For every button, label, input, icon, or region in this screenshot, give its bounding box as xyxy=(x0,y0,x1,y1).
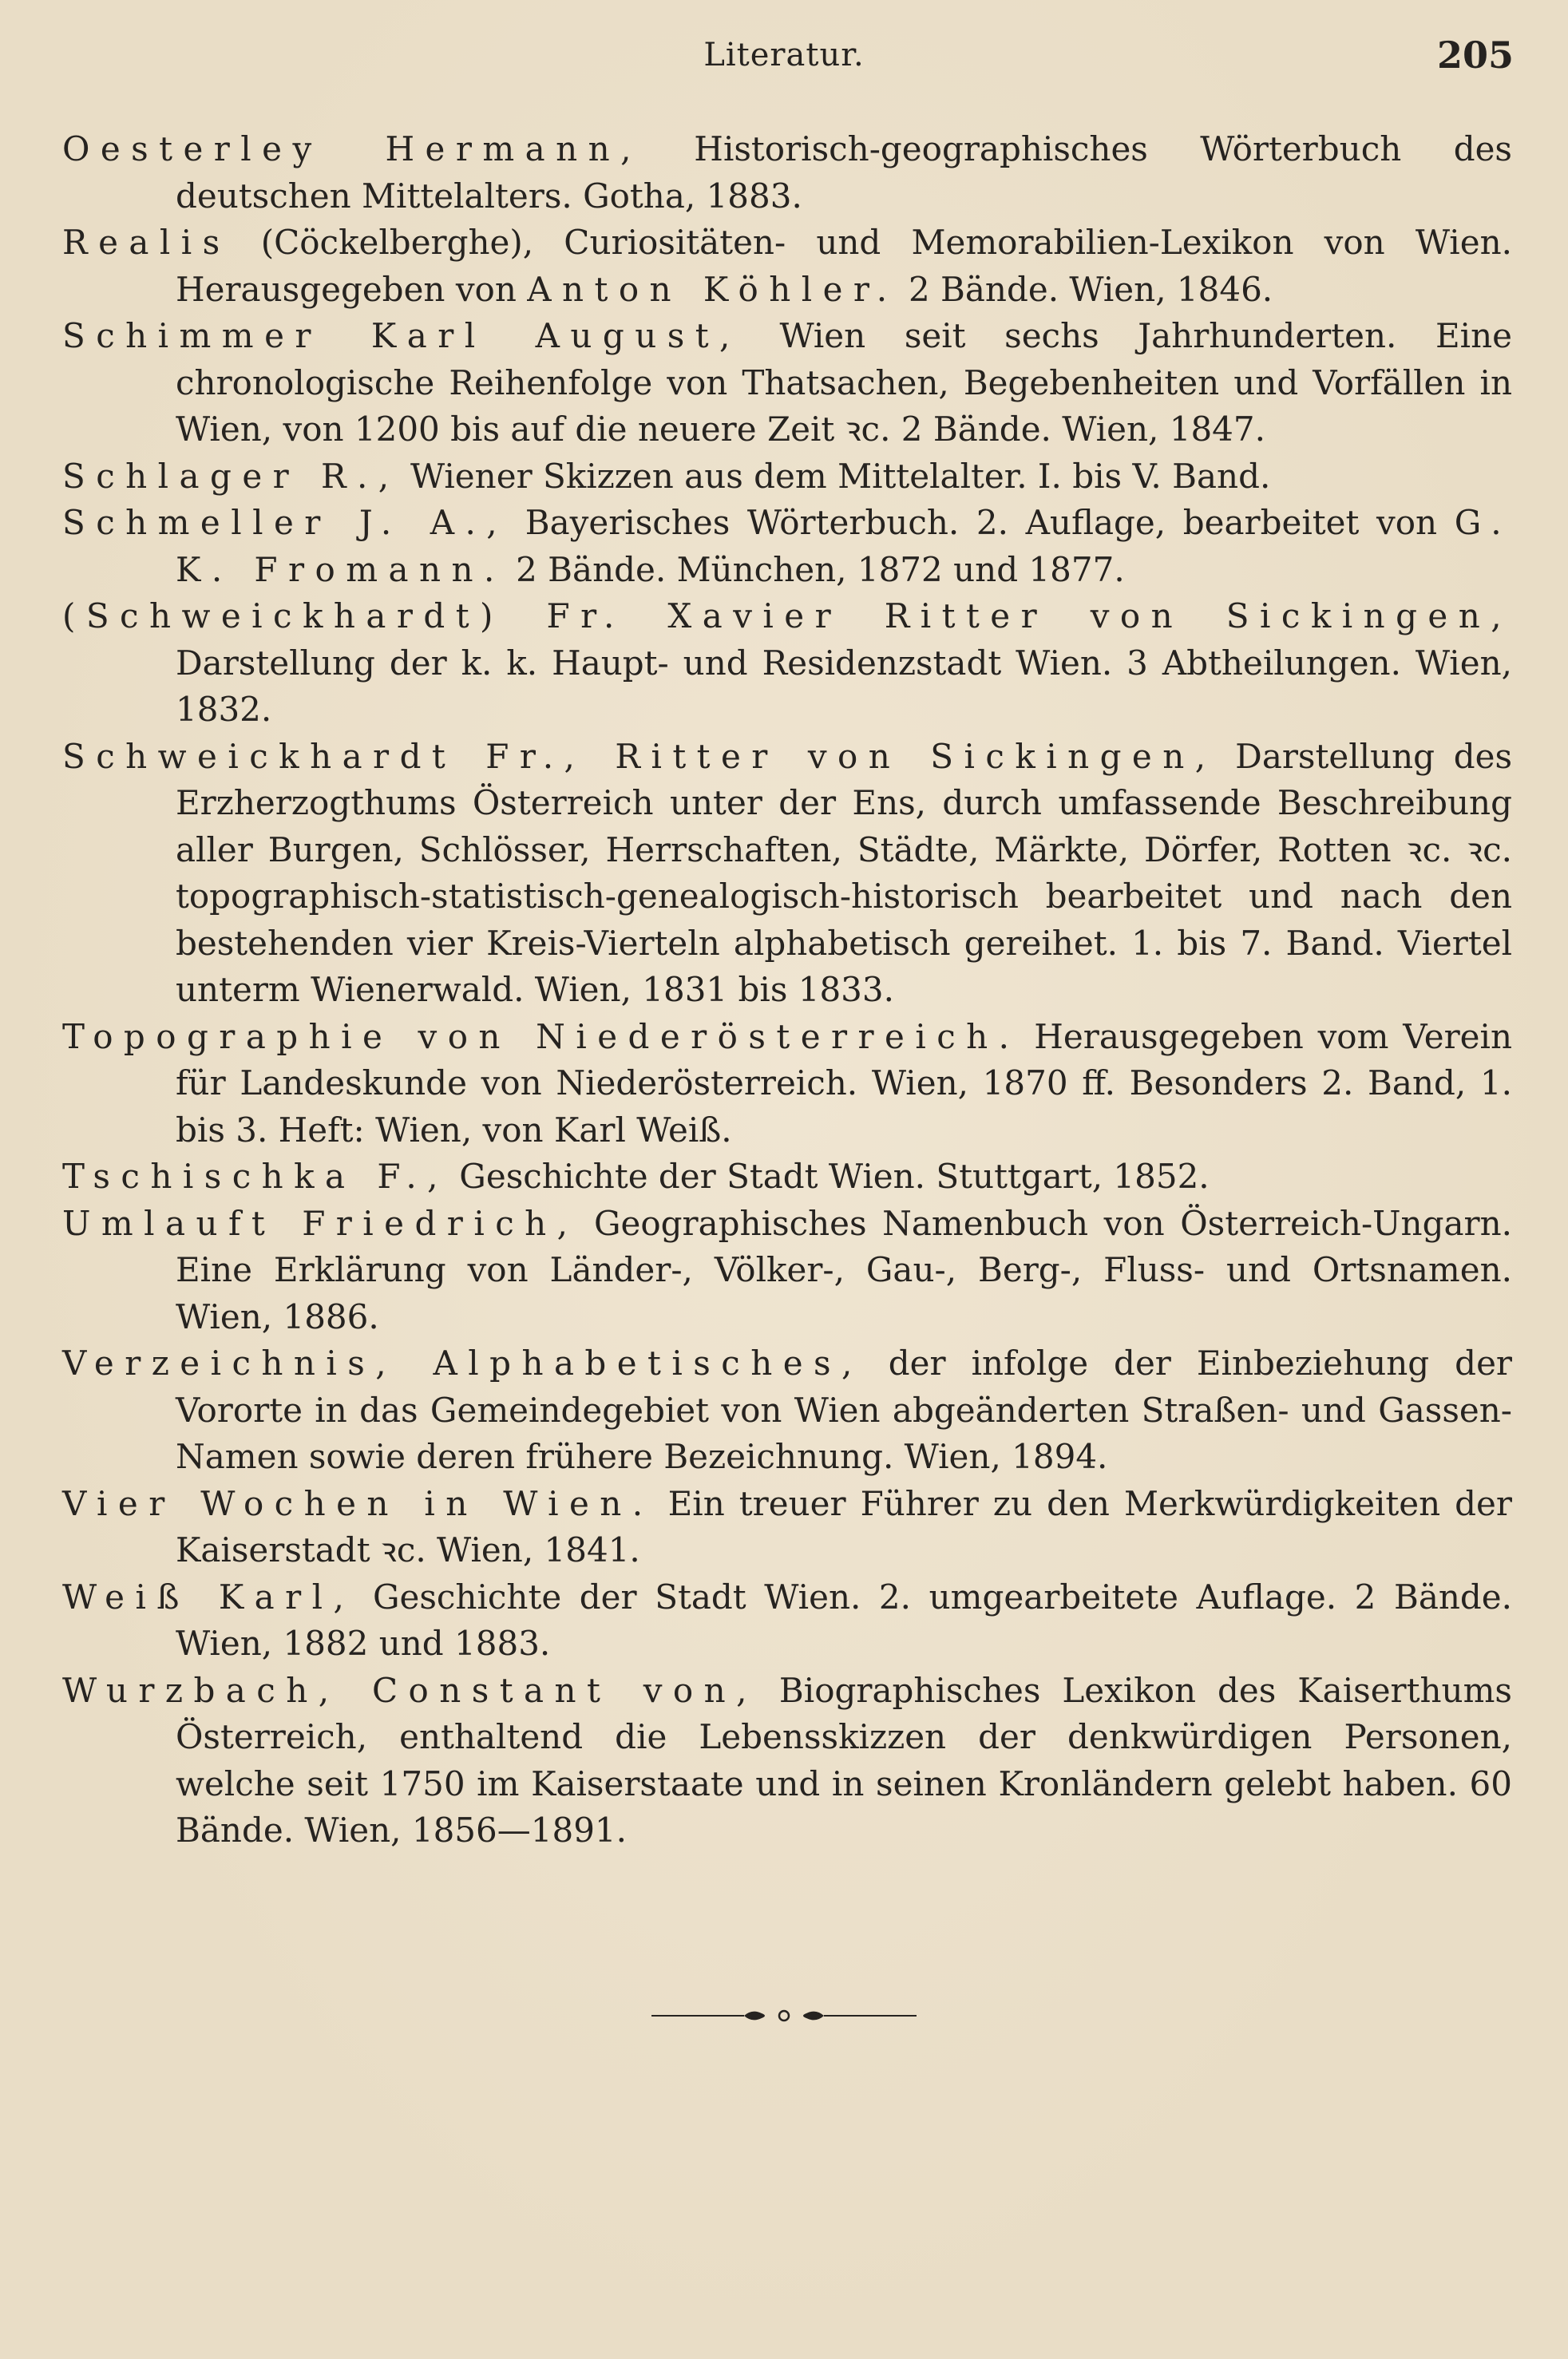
entry-author: Tschischka F., xyxy=(62,1157,449,1196)
entry-text-continued: 2 Bände. Wien, 1846. xyxy=(897,269,1273,309)
entry-author: Topographie von Niederösterreich. xyxy=(62,1016,1020,1056)
entry-text: Geographisches Namenbuch von Österreich-Ungarn. Eine Erklärung von Länder-, Völker-, Gau-, Berg-, Fluss- und Ortsnamen. Wien, 1886. xyxy=(176,1203,1512,1336)
entry-author: Realis xyxy=(62,223,231,262)
entry-text: Herausgegeben vom Verein für Landeskunde von Niederösterreich. Wien, 1870 ff. Besonders 2. Band, 1. bis 3. Heft: xyxy=(176,1016,1512,1150)
entry-text: der infolge der Einbeziehung der Vororte in das Gemeindegebiet von Wien abgeänderten Straßen- und Gassen-Namen sowie deren frühere Bezeichnung. Wien, 1894. xyxy=(176,1344,1513,1476)
entry-text: Wien seit sechs Jahrhunderten. Eine chronologische Reihenfolge von Thatsachen, Begebenheiten und Vorfällen in Wien, von 1200 bis auf die neuere Zeit ꝛc. 2 Bände. Wien, 1847. xyxy=(176,316,1512,449)
entry-author: Verzeichnis, Alphabetisches, xyxy=(62,1344,863,1383)
entry-editor: G. K. Fromann. xyxy=(176,503,1512,589)
entry-text: Darstellung des Erzherzogthums Österreich unter der Ens, durch umfassende Beschreibung aller Burgen, Schlösser, Herrschaften, Städte, Märkte, Dörfer, Rotten ꝛc. ꝛc. topographisch-statistisch-genealogisch-historisch bearbeitet und nach den bestehenden vier Kreis-Vierteln alphabetisch gereihet. 1. bis 7. Band. Viertel unterm Wienerwald. Wien, 1831 bis 1833. xyxy=(176,736,1512,1009)
entry-text-continued: 2 Bände. München, 1872 und 1877. xyxy=(505,549,1125,589)
bibliography-entry xyxy=(62,220,1512,313)
bibliography-entry xyxy=(62,1154,1512,1201)
entry-author: Vier Wochen in Wien. xyxy=(62,1483,654,1523)
bibliography-entry xyxy=(62,1014,1512,1154)
entry-author: Weiß Karl, xyxy=(62,1577,355,1617)
entry-author: Schweickhardt Fr., Ritter von Sickingen, xyxy=(62,736,1217,776)
entry-text: Biographisches Lexikon des Kaiserthums Österreich, enthaltend die Lebensskizzen der denkwürdigen Personen, welche seit 1750 im Kaiserstaate und in seinen Kronländern gelebt haben. 60 Bände. Wien, 1856—1891. xyxy=(176,1670,1512,1850)
entry-editor: Anton Köhler. xyxy=(527,269,898,309)
entry-text: Historisch-geographisches Wörterbuch des deutschen Mittelalters. Gotha, 1883. xyxy=(176,129,1512,216)
entry-editor: Wien, von Karl Weiß. xyxy=(375,1110,732,1150)
entry-author: Schlager R., xyxy=(62,456,400,496)
entry-text: Ein treuer Führer zu den Merkwürdigkeiten der Kaiserstadt ꝛc. Wien, 1841. xyxy=(176,1483,1512,1569)
bibliography-entry xyxy=(62,1668,1512,1854)
entry-author: Umlauft Friedrich, xyxy=(62,1203,579,1243)
bibliography-entry xyxy=(62,500,1512,593)
bibliography-entry xyxy=(62,593,1512,734)
entry-text: Geschichte der Stadt Wien. 2. umgearbeitete Auflage. 2 Bände. Wien, 1882 und 1883. xyxy=(176,1577,1512,1663)
running-title: Literatur. xyxy=(703,37,865,73)
entry-text: (Cöckelberghe), Curiositäten- und Memorabilien-Lexikon von Wien. Herausgegeben von xyxy=(176,223,1512,309)
bibliography-entry xyxy=(62,313,1512,453)
bibliography-entry xyxy=(62,1574,1512,1668)
entry-text: Darstellung der k. k. Haupt- und Residenzstadt Wien. 3 Abtheilungen. Wien, 1832. xyxy=(176,643,1512,729)
running-head xyxy=(0,30,1568,78)
entry-author: Schimmer Karl August, xyxy=(62,316,741,355)
bibliography-list xyxy=(62,126,1512,1854)
entry-text: Wiener Skizzen aus dem Mittelalter. I. bis V. Band. xyxy=(399,456,1271,496)
bibliography-entry xyxy=(62,126,1512,220)
bibliography-entry xyxy=(62,1340,1512,1481)
entry-text: Geschichte der Stadt Wien. Stuttgart, 1852. xyxy=(448,1157,1210,1196)
page-number: 205 xyxy=(1436,34,1514,77)
entry-author: (Schweickhardt) Fr. Xavier Ritter von Sickingen, xyxy=(62,596,1512,635)
entry-author: Oesterley Hermann, xyxy=(62,129,642,168)
entry-author: Schmeller J. A., xyxy=(62,503,509,542)
bibliography-entry xyxy=(62,734,1512,1014)
end-ornament xyxy=(648,2004,920,2028)
bibliography-entry xyxy=(62,1481,1512,1574)
entry-author: Wurzbach, Constant von, xyxy=(62,1670,758,1710)
bibliography-entry xyxy=(62,453,1512,501)
bibliography-entry xyxy=(62,1201,1512,1341)
entry-text: Bayerisches Wörterbuch. 2. Auflage, bearbeitet von xyxy=(508,503,1455,542)
